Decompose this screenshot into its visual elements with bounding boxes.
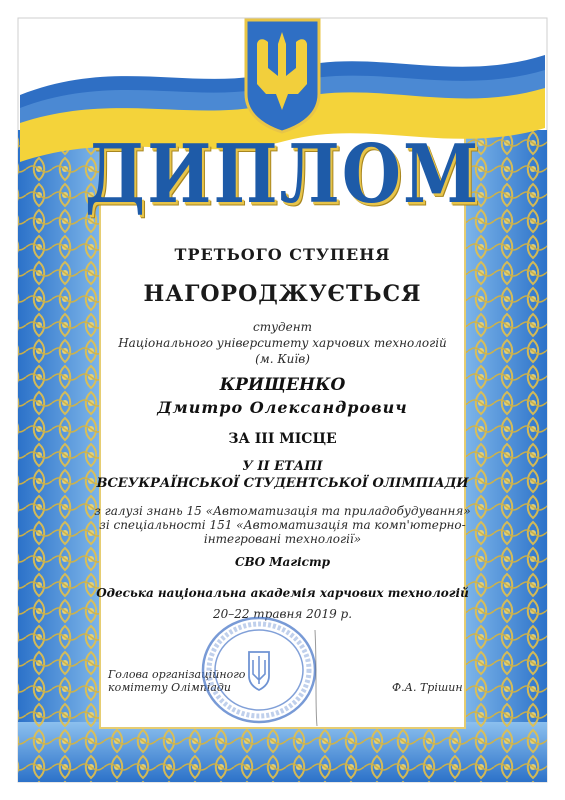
signatory-role-line-1: Голова організаційного bbox=[108, 668, 246, 681]
education-level: СВО Магістр bbox=[234, 555, 331, 569]
field-line-2: зі спеціальності 151 «Автоматизація та комп'ютерно- bbox=[99, 518, 466, 532]
place-label: ЗА ІІІ МІСЦЕ bbox=[228, 431, 337, 447]
recipient-given-names: Дмитро Олександрович bbox=[157, 398, 408, 417]
signatory-name: Ф.А. Трішин bbox=[392, 681, 463, 694]
recipient-university: Національного університету харчових технологій bbox=[118, 336, 447, 350]
diploma-title: ДИПЛОМ bbox=[84, 127, 481, 223]
recipient-status: студент bbox=[252, 320, 313, 334]
field-line-3: інтегровані технології» bbox=[203, 532, 362, 546]
degree-label: ТРЕТЬОГО СТУПЕНЯ bbox=[174, 245, 391, 264]
olympiad-name: ВСЕУКРАЇНСЬКОЇ СТУДЕНТСЬКОЇ ОЛІМПІАДИ bbox=[96, 476, 469, 491]
host-institution: Одеська національна академія харчових технологій bbox=[96, 586, 469, 600]
award-heading: НАГОРОДЖУЄТЬСЯ bbox=[143, 281, 422, 307]
signatory-role-line-2: комітету Олімпіади bbox=[108, 681, 231, 694]
official-seal-icon bbox=[197, 610, 327, 728]
event-dates: 20–22 травня 2019 р. bbox=[212, 607, 353, 621]
field-line-1: з галузі знань 15 «Автоматизація та приладобудування» bbox=[94, 504, 471, 518]
stage-label: У ІІ ЕТАПІ bbox=[242, 459, 323, 474]
recipient-surname: КРИЩЕНКО bbox=[219, 375, 346, 395]
recipient-city: (м. Київ) bbox=[255, 352, 310, 366]
